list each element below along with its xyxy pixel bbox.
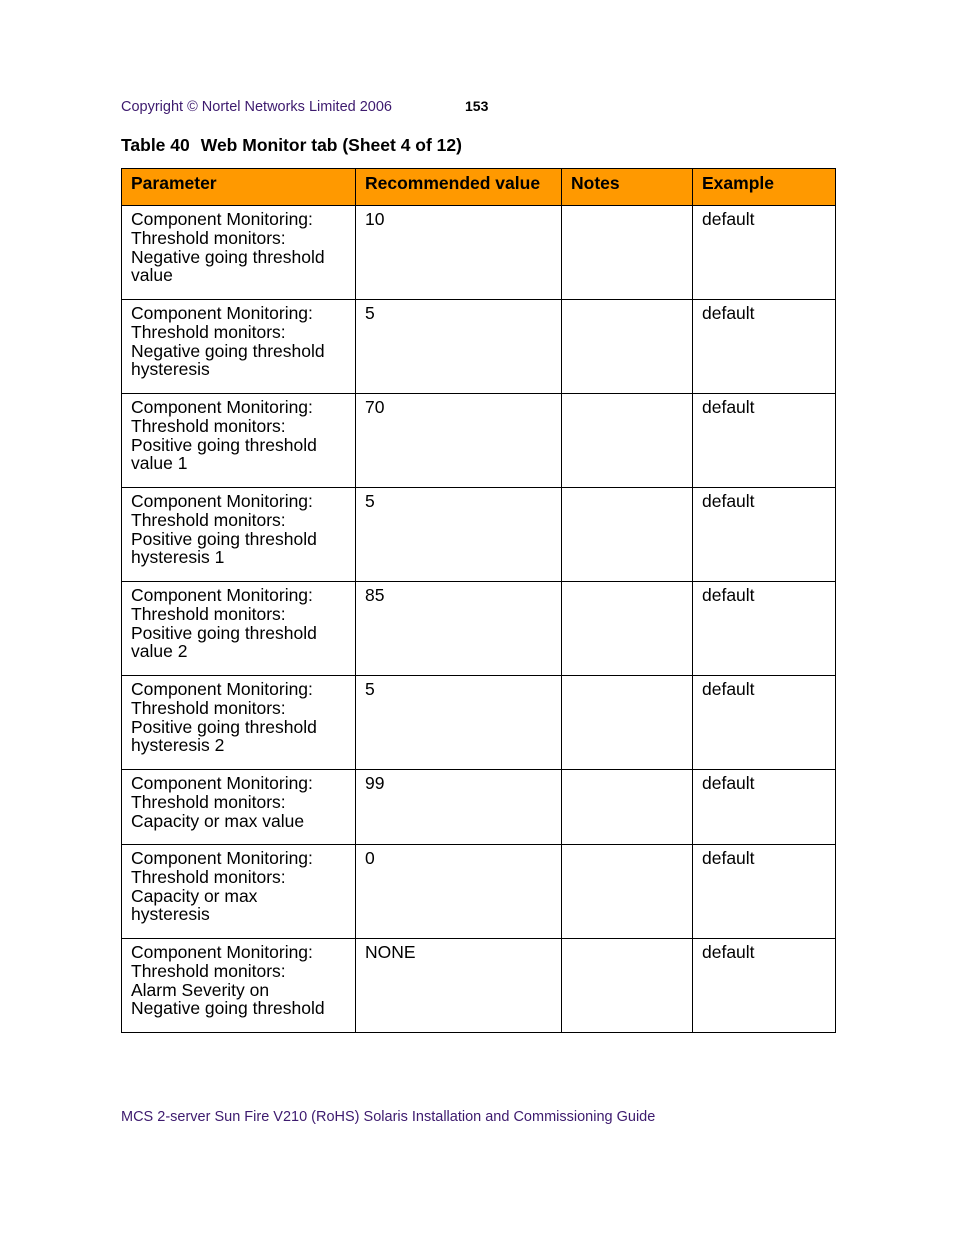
parameter-line: Capacity or max: [131, 885, 258, 906]
parameter-line: Threshold monitors:: [131, 603, 286, 624]
parameter-cell: [122, 845, 356, 939]
notes-cell: [562, 582, 693, 676]
parameter-line: Component Monitoring:: [131, 773, 313, 793]
parameter-line: Threshold monitors:: [131, 227, 286, 248]
parameter-line: hysteresis 2: [131, 735, 225, 756]
table-body: [122, 206, 836, 1033]
example-cell: default: [693, 845, 836, 939]
example-cell: default: [693, 582, 836, 676]
parameter-line: Threshold monitors:: [131, 866, 286, 887]
parameter-line: hysteresis 1: [131, 547, 225, 568]
recommended-value-cell: 70: [356, 394, 562, 488]
parameter-cell: [122, 939, 356, 1033]
recommended-value-cell: 85: [356, 582, 562, 676]
page-number: 153: [465, 98, 489, 114]
table-row: [122, 676, 836, 770]
web-monitor-parameter-table: [121, 168, 836, 1033]
parameter-line: Component Monitoring:: [131, 303, 313, 323]
document-footer: MCS 2-server Sun Fire V210 (RoHS) Solaris Installation and Commissioning Guide: [121, 1109, 656, 1125]
parameter-line: hysteresis: [131, 359, 210, 380]
notes-cell: [562, 939, 693, 1033]
parameter-line: Threshold monitors:: [131, 791, 286, 812]
recommended-value-cell: 5: [356, 676, 562, 770]
example-cell: default: [693, 488, 836, 582]
parameter-line: Negative going threshold: [131, 998, 325, 1019]
table-row: [122, 845, 836, 939]
table-row: [122, 394, 836, 488]
parameter-line: Threshold monitors:: [131, 960, 286, 981]
table-row: [122, 488, 836, 582]
parameter-line: Positive going threshold: [131, 622, 317, 643]
column-header-parameter: Parameter: [122, 169, 356, 206]
parameter-line: value 2: [131, 641, 188, 662]
parameter-line: Component Monitoring:: [131, 209, 313, 229]
recommended-value-cell: 10: [356, 206, 562, 300]
example-cell: default: [693, 939, 836, 1033]
table-title-number: Table 40: [121, 135, 190, 155]
notes-cell: [562, 845, 693, 939]
notes-cell: [562, 394, 693, 488]
recommended-value-cell: 0: [356, 845, 562, 939]
parameter-cell: [122, 300, 356, 394]
notes-cell: [562, 488, 693, 582]
column-header-example: Example: [693, 169, 836, 206]
recommended-value-cell: 5: [356, 488, 562, 582]
parameter-cell: [122, 676, 356, 770]
notes-cell: [562, 770, 693, 845]
parameter-cell: [122, 488, 356, 582]
parameter-cell: [122, 582, 356, 676]
table-row: [122, 582, 836, 676]
recommended-value-cell: 5: [356, 300, 562, 394]
parameter-cell: [122, 394, 356, 488]
parameter-line: Component Monitoring:: [131, 491, 313, 511]
parameter-line: Negative going threshold: [131, 340, 325, 361]
parameter-line: Component Monitoring:: [131, 679, 313, 699]
example-cell: default: [693, 206, 836, 300]
example-cell: default: [693, 676, 836, 770]
recommended-value-cell: 99: [356, 770, 562, 845]
parameter-line: value 1: [131, 453, 188, 474]
notes-cell: [562, 206, 693, 300]
parameter-line: Capacity or max value: [131, 810, 305, 831]
table-row: [122, 939, 836, 1033]
parameter-line: Threshold monitors:: [131, 321, 286, 342]
table-title: [121, 135, 462, 156]
table-row: [122, 206, 836, 300]
parameter-line: Negative going threshold: [131, 246, 325, 267]
table-row: [122, 300, 836, 394]
parameter-line: Threshold monitors:: [131, 697, 286, 718]
parameter-line: value: [131, 265, 173, 286]
example-cell: default: [693, 300, 836, 394]
parameter-cell: [122, 206, 356, 300]
notes-cell: [562, 300, 693, 394]
table-title-text: Web Monitor tab (Sheet 4 of 12): [200, 135, 462, 155]
parameter-line: hysteresis: [131, 904, 210, 925]
parameter-line: Component Monitoring:: [131, 585, 313, 605]
table-header-row: [122, 169, 836, 206]
parameter-cell: [122, 770, 356, 845]
parameter-line: Positive going threshold: [131, 716, 317, 737]
column-header-recommended-value: Recommended value: [356, 169, 562, 206]
parameter-line: Threshold monitors:: [131, 509, 286, 530]
parameter-line: Positive going threshold: [131, 434, 317, 455]
parameter-line: Threshold monitors:: [131, 415, 286, 436]
table-row: [122, 770, 836, 845]
parameter-line: Component Monitoring:: [131, 942, 313, 962]
recommended-value-cell: NONE: [356, 939, 562, 1033]
example-cell: default: [693, 770, 836, 845]
copyright-notice: Copyright © Nortel Networks Limited 2006: [121, 99, 392, 115]
notes-cell: [562, 676, 693, 770]
column-header-notes: Notes: [562, 169, 693, 206]
parameter-line: Component Monitoring:: [131, 848, 313, 868]
parameter-line: Alarm Severity on: [131, 979, 270, 1000]
example-cell: default: [693, 394, 836, 488]
parameter-line: Component Monitoring:: [131, 397, 313, 417]
parameter-line: Positive going threshold: [131, 528, 317, 549]
